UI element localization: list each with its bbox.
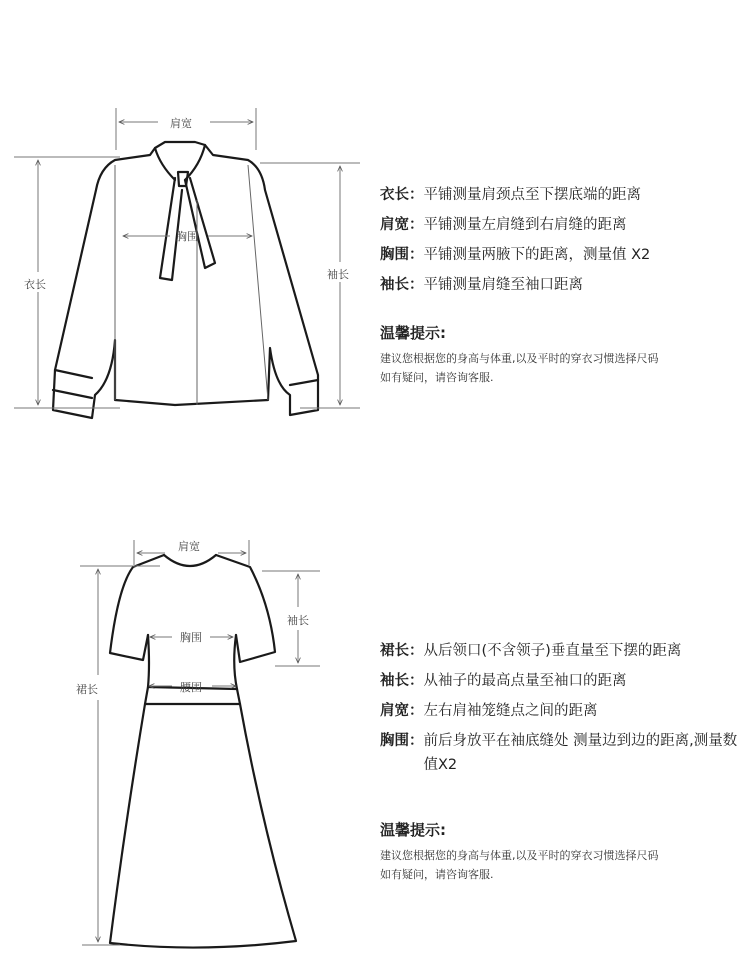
dress-tip-title: 温馨提示: [380, 821, 446, 839]
shirt-chest-label: 胸围 [176, 230, 198, 243]
shirt-tip-title: 温馨提示: [380, 324, 446, 342]
dress-length-label: 裙长 [76, 683, 98, 696]
shirt-row-chest: 胸围： 平铺测量两腋下的距离，测量值 X2 [380, 247, 651, 263]
shirt-measure-lines [14, 108, 360, 408]
shirt-measure-panel [380, 180, 748, 387]
shirt-row-sleeve: 袖长： 平铺测量肩缝至袖口距离 [380, 277, 583, 293]
shirt-outline [53, 142, 318, 418]
dress-chest-label: 胸围 [180, 631, 202, 644]
shirt-row-length: 衣长： 平铺测量肩颈点至下摆底端的距离 [380, 187, 641, 203]
dress-measure-lines [80, 540, 320, 945]
shirt-tip-body: 建议您根据您的身高与体重,以及平时的穿衣习惯选择尺码 如有疑问，请咨询客服. [380, 352, 659, 384]
dress-outline [110, 555, 296, 948]
dress-waist-label: 腰围 [180, 681, 202, 694]
dress-sleeve-label: 袖长 [287, 614, 309, 627]
shirt-shoulder-label: 肩宽 [170, 117, 192, 130]
shirt-diagram [0, 0, 370, 440]
dress-shoulder-label: 肩宽 [178, 540, 200, 553]
shirt-length-label: 衣长 [24, 278, 46, 291]
shirt-row-shoulder: 肩宽： 平铺测量左肩缝到右肩缝的距离 [380, 217, 627, 233]
dress-diagram [0, 525, 370, 974]
dress-tip-body: 建议您根据您的身高与体重,以及平时的穿衣习惯选择尺码 如有疑问，请咨询客服. [380, 849, 659, 881]
dress-row-length: 裙长： 从后领口(不含领子)垂直量至下摆的距离 [380, 643, 682, 659]
dress-measure-panel [380, 636, 748, 884]
dress-row-sleeve: 袖长： 从袖子的最高点量至袖口的距离 [380, 673, 627, 689]
dress-row-chest: 胸围： 前后身放平在袖底缝处 测量边到边的距离,测量数值X2 [380, 733, 738, 773]
shirt-sleeve-label: 袖长 [327, 268, 349, 281]
shirt-seams [115, 165, 268, 405]
dress-row-shoulder: 肩宽： 左右肩袖笼缝点之间的距离 [380, 703, 598, 719]
